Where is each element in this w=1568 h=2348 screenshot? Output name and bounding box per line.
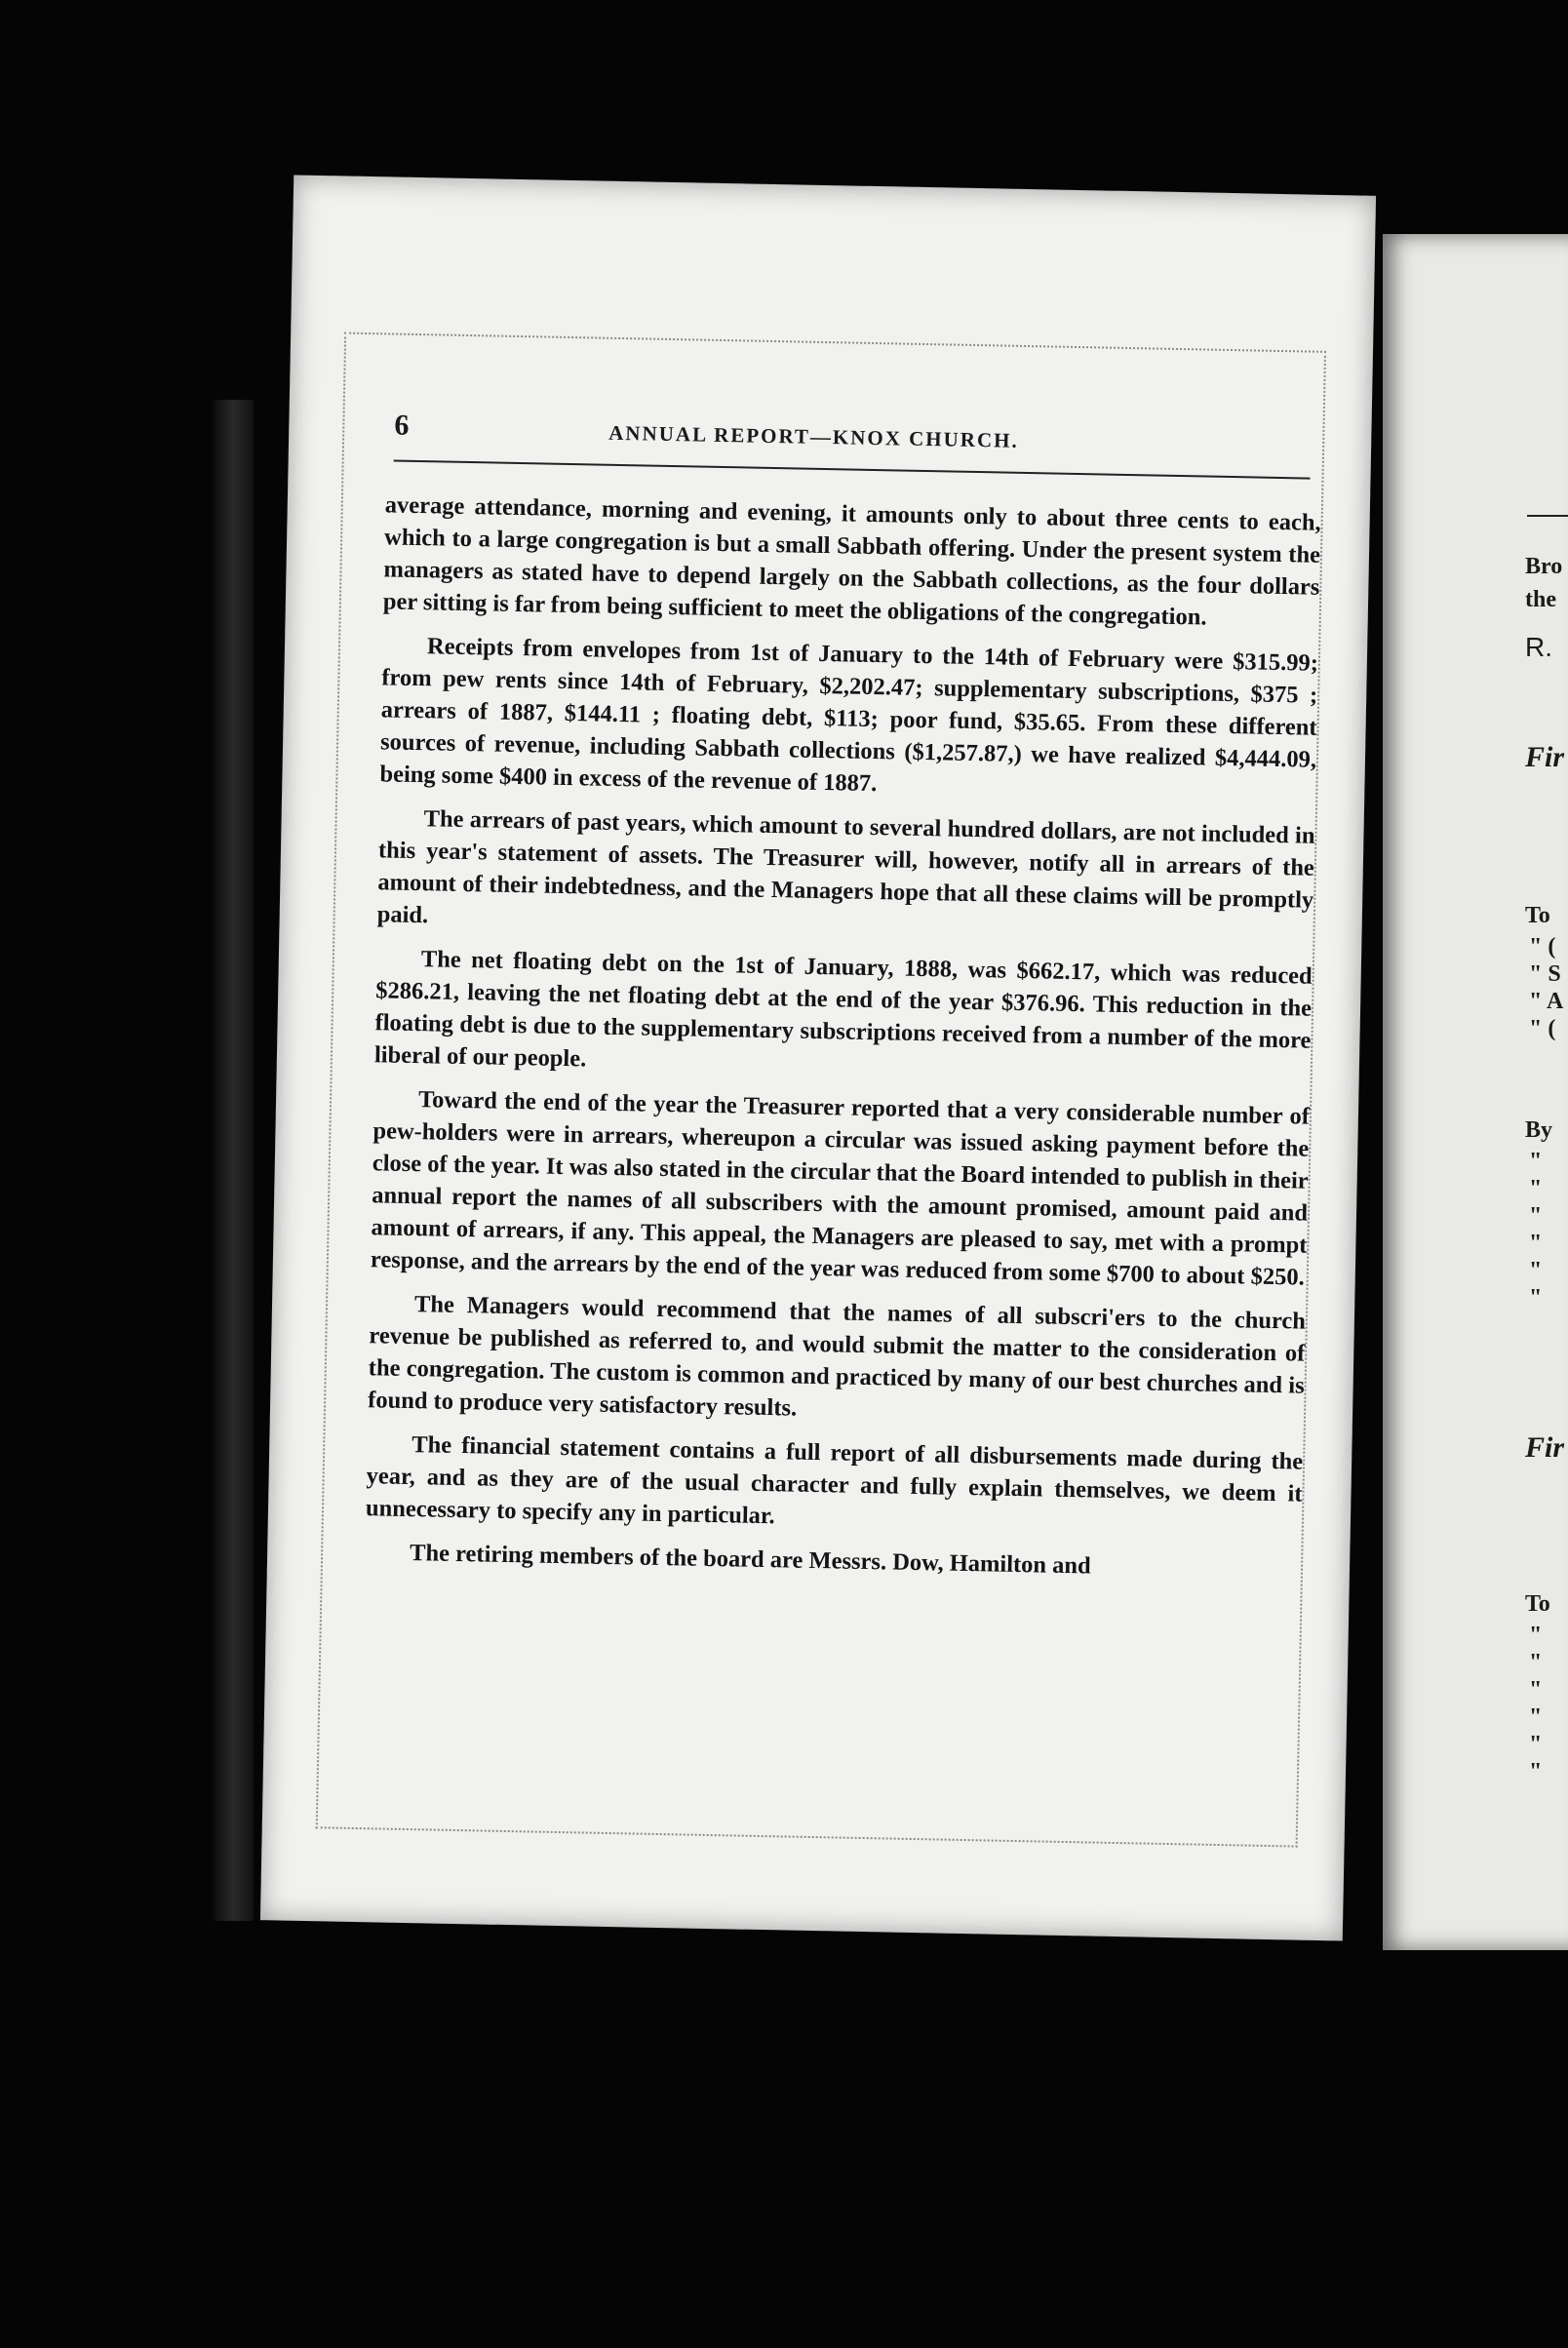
fragment-ditto-4: " ( xyxy=(1529,1016,1556,1041)
fragment-ditto-2: " S xyxy=(1529,961,1561,987)
paragraph-1: average attendance, morning and evening, it amounts only to about three cents to each, which to a large congregation is but a small Sabbath offering. Under the present system the managers as stated have to depend largely on the Sabbath collections, as the four dollars per sitting is far from being sufficient to meet the obligations of the congregation. xyxy=(382,491,1321,631)
fragment-to-1: To xyxy=(1525,903,1550,928)
fragment-ditto-3: " A xyxy=(1529,989,1564,1014)
fragment-ditto-6: " xyxy=(1529,1176,1543,1201)
fragment-ditto-5: " xyxy=(1529,1149,1543,1174)
fragment-the: the xyxy=(1525,587,1556,612)
fragment-to-2: To xyxy=(1525,1591,1550,1617)
paragraph-2: Receipts from envelopes from 1st of January to the 14th of February were $315.99; from pew rents since 14th of February, $2,202.47; supplementary subscriptions, $375 ; arrears of 1887, $144.11 ; floating debt, $113; poor fund, $35.65. From these different sources of revenue, including Sabbath collections ($1,257.87,) we have realized $4,444.09, being some $400 in excess of the revenue of 1887. xyxy=(379,633,1319,798)
paragraph-4: The net floating debt on the 1st of January, 1888, was $662.17, which was reduced $286.21, leaving the net floating debt at the end of the year $376.96. This reduction in the floating debt is due to the supplementary subscriptions received from a number of the more liberal of our people. xyxy=(373,946,1313,1073)
fragment-fir-2: Fir xyxy=(1525,1431,1565,1464)
fragment-ditto-7: " xyxy=(1529,1203,1543,1229)
fragment-ditto-16: " xyxy=(1529,1759,1543,1784)
running-head: ANNUAL REPORT—KNOX CHURCH. xyxy=(608,420,1019,452)
fragment-ditto-10: " xyxy=(1529,1285,1543,1311)
paragraph-5: Toward the end of the year the Treasurer reported that a very considerable number of pew-holders were in arrears, whereupon a circular was issued asking payment before the close of the year. It was also stated in the circular that the Board intended to publish in their annual report the names of all subscribers with the amount promised, amount paid and amount of arrears, if any. This appeal, the Managers are pleased to say, met with a prompt response, and the arrears by the end of the year was reduced from some $700 to about $250. xyxy=(370,1086,1311,1291)
paragraph-8: The retiring members of the board are Messrs. Dow, Hamilton and xyxy=(409,1540,1091,1580)
fragment-r: R. xyxy=(1525,632,1552,662)
fragment-by: By xyxy=(1525,1117,1553,1143)
paragraph-3: The arrears of past years, which amount to several hundred dollars, are not included in this year's statement of assets. The Treasurer will, however, notify all in arrears of the amount of their indebtedness, and the Managers hope that all these claims will be promptly paid. xyxy=(376,805,1315,929)
body-text xyxy=(365,489,1321,1597)
left-page xyxy=(260,176,1376,1941)
fragment-ditto-11: " xyxy=(1529,1623,1543,1648)
fragment-ditto-12: " xyxy=(1529,1650,1543,1675)
fragment-ditto-9: " xyxy=(1529,1258,1543,1283)
fragment-ditto-15: " xyxy=(1529,1732,1543,1757)
fragment-ditto-13: " xyxy=(1529,1677,1543,1702)
fragment-ditto-14: " xyxy=(1529,1704,1543,1730)
right-page-rule xyxy=(1527,515,1568,517)
fragment-fir-1: Fir xyxy=(1525,741,1565,773)
fragment-ditto-8: " xyxy=(1529,1231,1543,1256)
fragment-bro: Bro xyxy=(1525,554,1563,579)
page-number: 6 xyxy=(394,409,410,442)
book-edge-shadow xyxy=(213,400,254,1921)
paragraph-6: The Managers would recommend that the names of all subscri'ers to the church revenue be published as referred to, and would submit the matter to the consideration of the congregation. The custom is common and practiced by many of our best churches and is found to produce very satisfactory results. xyxy=(367,1291,1307,1422)
right-page xyxy=(1383,234,1568,1950)
paragraph-7: The financial statement contains a full report of all disbursements made during the year, and as they are of the usual character and fully explain themselves, we deem it unnecessary to specify any in particular. xyxy=(365,1431,1304,1530)
fragment-ditto-1: " ( xyxy=(1529,934,1556,959)
